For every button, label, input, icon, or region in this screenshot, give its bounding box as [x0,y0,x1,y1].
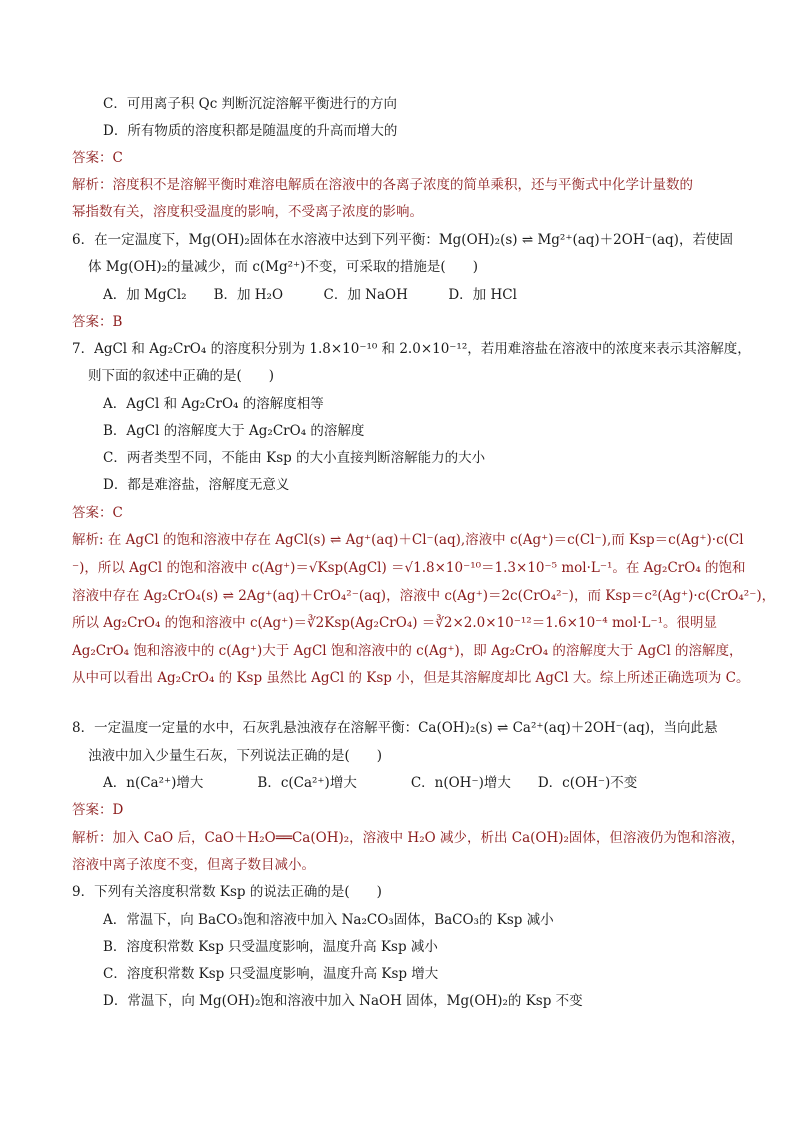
q7-option-c: C．两者类型不同，不能由 Ksp 的大小直接判断溶解能力的大小 [103,450,486,466]
q8-stem-line2: 浊液中加入少量生石灰，下列说法正确的是( ) [88,748,383,764]
q8-answer: 答案：D [72,802,124,818]
q9-option-b: B．溶度积常数 Ksp 只受温度影响，温度升高 Ksp 减小 [103,939,438,955]
q6-stem-line1: 6．在一定温度下，Mg(OH)₂固体在水溶液中达到下列平衡：Mg(OH)₂(s) ⇌ Mg²⁺(aq)＋2OH⁻(aq)，若使固 [72,232,733,248]
q8-explanation-line2: 溶液中离子浓度不变，但离子数目减小。 [72,857,315,873]
q7-explanation-line1: 解析: 在 AgCl 的饱和溶液中存在 AgCl(s) ⇌ Ag⁺(aq)＋Cl⁻(aq),溶液中 c(Ag⁺)＝c(Cl⁻),而 Ksp＝c(Ag⁺)·c(Cl [72,532,744,548]
q8-stem-line1: 8．一定温度一定量的水中，石灰乳悬浊液存在溶解平衡：Ca(OH)₂(s) ⇌ Ca²⁺(aq)＋2OH⁻(aq)，当向此悬 [72,720,718,736]
q7-stem-line1: 7．AgCl 和 Ag₂CrO₄ 的溶度积分别为 1.8×10⁻¹⁰ 和 2.0×10⁻¹²，若用难溶盐在溶液中的浓度来表示其溶解度， [72,341,751,357]
q9-option-a: A．常温下，向 BaCO₃饱和溶液中加入 Na₂CO₃固体，BaCO₃的 Ksp 减小 [103,912,554,928]
q7-explanation-line4: 所以 Ag₂CrO₄ 的饱和溶液中 c(Ag⁺)＝∛2Ksp(Ag₂CrO₄) ＝∛2×2.0×10⁻¹²＝1.6×10⁻⁴ mol·L⁻¹。很明显 [72,615,718,631]
q5-answer: 答案：C [72,150,123,166]
q7-explanation-line3: 溶液中存在 Ag₂CrO₄(s) ⇌ 2Ag⁺(aq)＋CrO₄²⁻(aq)，溶液中 c(Ag⁺)＝2c(CrO₄²⁻)，而 Ksp＝c²(Ag⁺)·c(CrO₄²⁻)， [72,588,776,604]
q6-options: A．加 MgCl₂ B．加 H₂O C．加 NaOH D．加 HCl [103,287,517,303]
q7-explanation-line5: Ag₂CrO₄ 饱和溶液中的 c(Ag⁺)大于 AgCl 饱和溶液中的 c(Ag⁺)，即 Ag₂CrO₄ 的溶解度大于 AgCl 的溶解度， [72,643,743,659]
q7-explanation-line2: ⁻)，所以 AgCl 的饱和溶液中 c(Ag⁺)＝√Ksp(AgCl) ＝√1.8×10⁻¹⁰＝1.3×10⁻⁵ mol·L⁻¹。在 Ag₂CrO₄ 的饱和 [72,560,746,576]
q8-options: A．n(Ca²⁺)增大 B．c(Ca²⁺)增大 C．n(OH⁻)增大 D．c(OH⁻)不变 [103,775,638,791]
q7-answer: 答案：C [72,505,123,521]
q5-explanation-line1: 解析：溶度积不是溶解平衡时难溶电解质在溶液中的各离子浓度的简单乘积，还与平衡式中化学计量数的 [72,177,693,193]
q9-stem-line1: 9．下列有关溶度积常数 Ksp 的说法正确的是( ) [72,884,382,900]
q9-option-d: D．常温下，向 Mg(OH)₂饱和溶液中加入 NaOH 固体，Mg(OH)₂的 Ksp 不变 [103,993,583,1009]
q6-stem-line2: 体 Mg(OH)₂的量减少，而 c(Mg²⁺)不变，可采取的措施是( ) [88,259,478,275]
q5-option-c: C．可用离子积 Qc 判断沉淀溶解平衡进行的方向 [103,96,398,112]
q5-explanation-line2: 幂指数有关，溶度积受温度的影响，不受离子浓度的影响。 [72,204,423,220]
q7-stem-line2: 则下面的叙述中正确的是( ) [88,368,275,384]
q7-option-a: A．AgCl 和 Ag₂CrO₄ 的溶解度相等 [103,396,324,412]
q8-explanation-line1: 解析：加入 CaO 后，CaO＋H₂O══Ca(OH)₂，溶液中 H₂O 减少，析出 Ca(OH)₂固体，但溶液仍为饱和溶液， [72,830,745,846]
q9-option-c: C．溶度积常数 Ksp 只受温度影响，温度升高 Ksp 增大 [103,966,439,982]
q7-option-d: D．都是难溶盐，溶解度无意义 [103,477,290,493]
q7-explanation-line6: 从中可以看出 Ag₂CrO₄ 的 Ksp 虽然比 AgCl 的 Ksp 小，但是其溶解度却比 AgCl 大。综上所述正确选项为 C。 [72,670,750,686]
q5-option-d: D．所有物质的溶度积都是随温度的升高而增大的 [103,123,398,139]
q7-option-b: B．AgCl 的溶解度大于 Ag₂CrO₄ 的溶解度 [103,423,365,439]
q6-answer: 答案：B [72,314,123,330]
